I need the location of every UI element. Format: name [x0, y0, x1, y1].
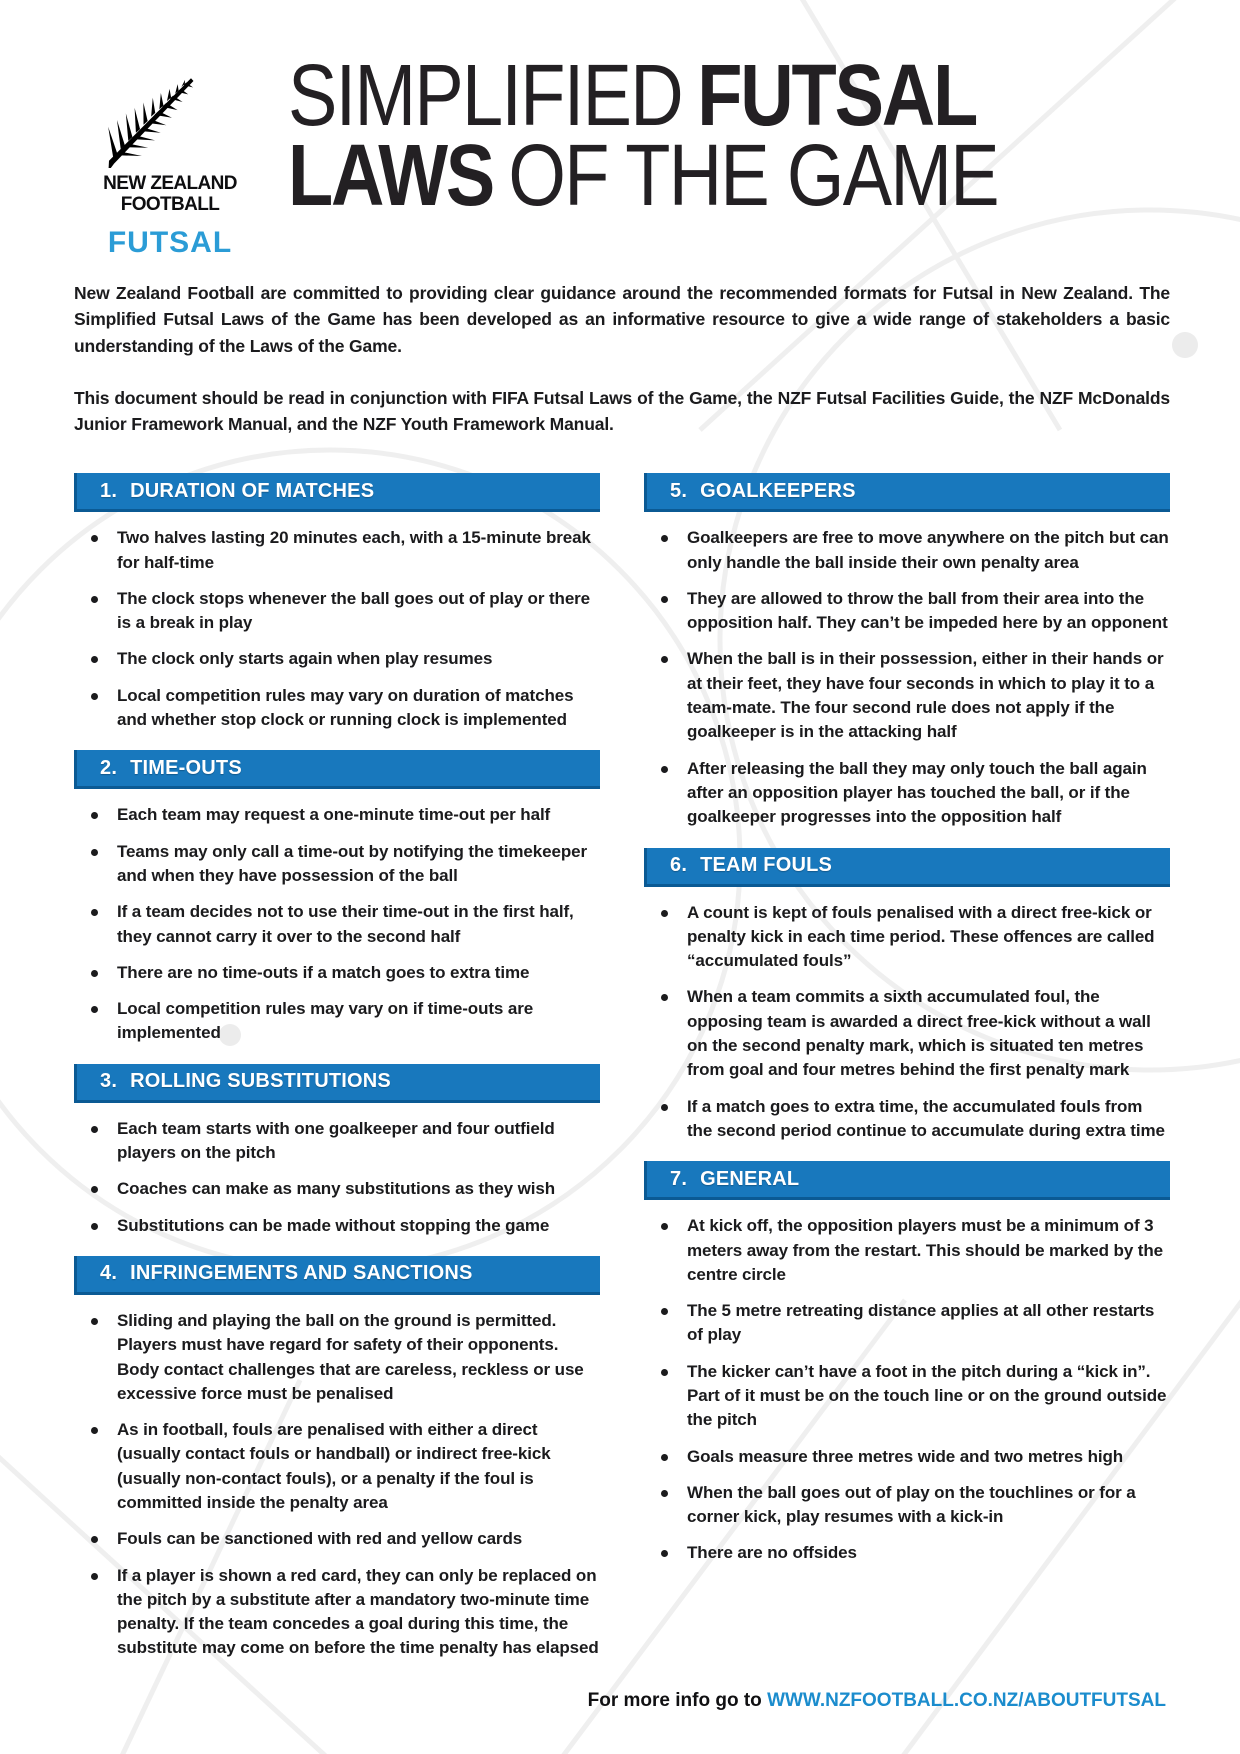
law-section	[74, 750, 600, 1045]
section-header-bar	[74, 750, 600, 789]
section-bullet-list	[644, 901, 1170, 1144]
law-section	[74, 473, 600, 732]
section-bullet-list	[74, 803, 600, 1045]
bullet-item: There are no time-outs if a match goes to extra time	[74, 961, 600, 985]
title-line2-bold: LAWS	[288, 127, 494, 225]
section-header-bar	[644, 1161, 1170, 1200]
section-number: 7.	[670, 1167, 688, 1190]
bullet-item: If a match goes to extra time, the accumulated fouls from the second period continue to accumulate during extra time	[644, 1095, 1170, 1144]
section-number: 6.	[670, 854, 688, 877]
footer-text: For more info go to	[587, 1690, 762, 1711]
bullet-item: When the ball goes out of play on the touchlines or for a corner kick, play resumes with a kick-in	[644, 1481, 1170, 1530]
left-column	[74, 473, 600, 1673]
right-column	[644, 473, 1170, 1673]
section-title: GOALKEEPERS	[700, 479, 856, 502]
intro-paragraph-2: This document should be read in conjunction with FIFA Futsal Laws of the Game, the NZF Futsal Facilities Guide, the NZF McDonalds Junior Framework Manual, and the NZF Youth Framework Manual.	[74, 387, 1170, 435]
section-number: 3.	[100, 1070, 118, 1093]
title-line-1	[288, 47, 998, 144]
nzf-logo	[74, 50, 266, 260]
section-title: INFRINGEMENTS AND SANCTIONS	[130, 1262, 473, 1285]
section-title: GENERAL	[700, 1167, 800, 1190]
bullet-item: The 5 metre retreating distance applies at all other restarts of play	[644, 1299, 1170, 1348]
bullet-item: Local competition rules may vary on duration of matches and whether stop clock or running clock is implemented	[74, 684, 600, 733]
bullet-item: Sliding and playing the ball on the ground is permitted. Players must have regard for safety of their opponents. Body contact challenges that are careless, reckless or use excessive force must be penalised	[74, 1309, 600, 1406]
section-header-bar	[74, 1064, 600, 1103]
bullet-item: The clock only starts again when play resumes	[74, 647, 600, 671]
bullet-item: Each team may request a one-minute time-out per half	[74, 803, 600, 827]
bullet-item: The kicker can’t have a foot in the pitch during a “kick in”. Part of it must be on the touch line or on the ground outside the pitch	[644, 1360, 1170, 1433]
bullet-item: They are allowed to throw the ball from their area into the opposition half. They can’t be impeded here by an opponent	[644, 587, 1170, 636]
section-title: TIME-OUTS	[130, 756, 242, 779]
logo-org-name	[74, 174, 266, 215]
section-number: 4.	[100, 1262, 118, 1285]
section-title: ROLLING SUBSTITUTIONS	[130, 1070, 391, 1093]
title-line-2	[288, 127, 998, 225]
section-number: 5.	[670, 479, 688, 502]
bullet-item: Fouls can be sanctioned with red and yellow cards	[74, 1527, 600, 1551]
bullet-item: Local competition rules may vary on if time-outs are implemented	[74, 997, 600, 1046]
bullet-item: The clock stops whenever the ball goes out of play or there is a break in play	[74, 587, 600, 636]
bullet-item: After releasing the ball they may only touch the ball again after an opposition player has touched the ball, or if the goalkeeper progresses into the opposition half	[644, 757, 1170, 830]
bullet-item: Goalkeepers are free to move anywhere on the pitch but can only handle the ball inside their own penalty area	[644, 526, 1170, 575]
bullet-item: There are no offsides	[644, 1541, 1170, 1565]
page-title	[288, 47, 1123, 225]
title-line1-light: SIMPLIFIED	[288, 47, 682, 144]
title-line1-bold: FUTSAL	[697, 47, 977, 144]
law-section	[644, 473, 1170, 829]
section-bullet-list	[644, 1214, 1170, 1566]
bullet-item: A count is kept of fouls penalised with a direct free-kick or penalty kick in each time period. These offences are called “accumulated fouls”	[644, 901, 1170, 974]
logo-org-line2: FOOTBALL	[120, 193, 220, 215]
silver-fern-icon	[91, 50, 249, 168]
bullet-item: Substitutions can be made without stopping the game	[74, 1214, 600, 1238]
footer	[588, 1690, 1166, 1712]
section-header-bar	[644, 473, 1170, 512]
section-header-bar	[644, 848, 1170, 887]
logo-org-line1: NEW ZEALAND	[103, 173, 237, 194]
law-section	[74, 1256, 600, 1661]
section-header-bar	[74, 473, 600, 512]
bullet-item: If a player is shown a red card, they can only be replaced on the pitch by a substitute after a mandatory two-minute time penalty. If the team concedes a goal during this time, the substitute may come on before the time penalty has elapsed	[74, 1564, 600, 1661]
footer-link[interactable]: WWW.NZFOOTBALL.CO.NZ/ABOUTFUTSAL	[767, 1690, 1166, 1711]
header	[0, 0, 1240, 260]
section-header-bar	[74, 1256, 600, 1295]
title-line2-light: OF THE GAME	[508, 127, 998, 225]
bullet-item: If a team decides not to use their time-out in the first half, they cannot carry it over to the second half	[74, 900, 600, 949]
intro-paragraph-1: New Zealand Football are committed to providing clear guidance around the recommended formats for Futsal in New Zealand. The Simplified Futsal Laws of the Game has been developed as an informative resource to give a wide range of stakeholders a basic understanding of the Laws of the Game.	[74, 283, 1170, 356]
bullet-item: At kick off, the opposition players must be a minimum of 3 meters away from the restart. This should be marked by the centre circle	[644, 1214, 1170, 1287]
section-number: 2.	[100, 756, 118, 779]
bullet-item: Teams may only call a time-out by notifying the timekeeper and when they have possession of the ball	[74, 840, 600, 889]
section-bullet-list	[74, 1117, 600, 1238]
law-columns	[74, 473, 1170, 1673]
section-number: 1.	[100, 479, 118, 502]
section-bullet-list	[74, 526, 600, 732]
section-bullet-list	[644, 526, 1170, 829]
section-title: TEAM FOULS	[700, 854, 833, 877]
bullet-item: Goals measure three metres wide and two metres high	[644, 1445, 1170, 1469]
law-section	[644, 848, 1170, 1144]
bullet-item: Coaches can make as many substitutions as they wish	[74, 1177, 600, 1201]
bullet-item: Each team starts with one goalkeeper and four outfield players on the pitch	[74, 1117, 600, 1166]
law-section	[74, 1064, 600, 1238]
logo-program-name: FUTSAL	[107, 226, 233, 260]
bullet-item: As in football, fouls are penalised with either a direct (usually contact fouls or handball) or indirect free-kick (usually non-contact fouls), or a penalty if the foul is committed inside the penalty area	[74, 1418, 600, 1515]
section-title: DURATION OF MATCHES	[130, 479, 375, 502]
bullet-item: Two halves lasting 20 minutes each, with a 15-minute break for half-time	[74, 526, 600, 575]
section-bullet-list	[74, 1309, 600, 1661]
law-section	[644, 1161, 1170, 1566]
bullet-item: When the ball is in their possession, either in their hands or at their feet, they have four seconds in which to play it to a team-mate. The four second rule does not apply if the goalkeeper is in the attacking half	[644, 647, 1170, 744]
bullet-item: When a team commits a sixth accumulated foul, the opposing team is awarded a direct free-kick without a wall on the second penalty mark, which is situated ten metres from goal and four metres behind the first penalty mark	[644, 985, 1170, 1082]
